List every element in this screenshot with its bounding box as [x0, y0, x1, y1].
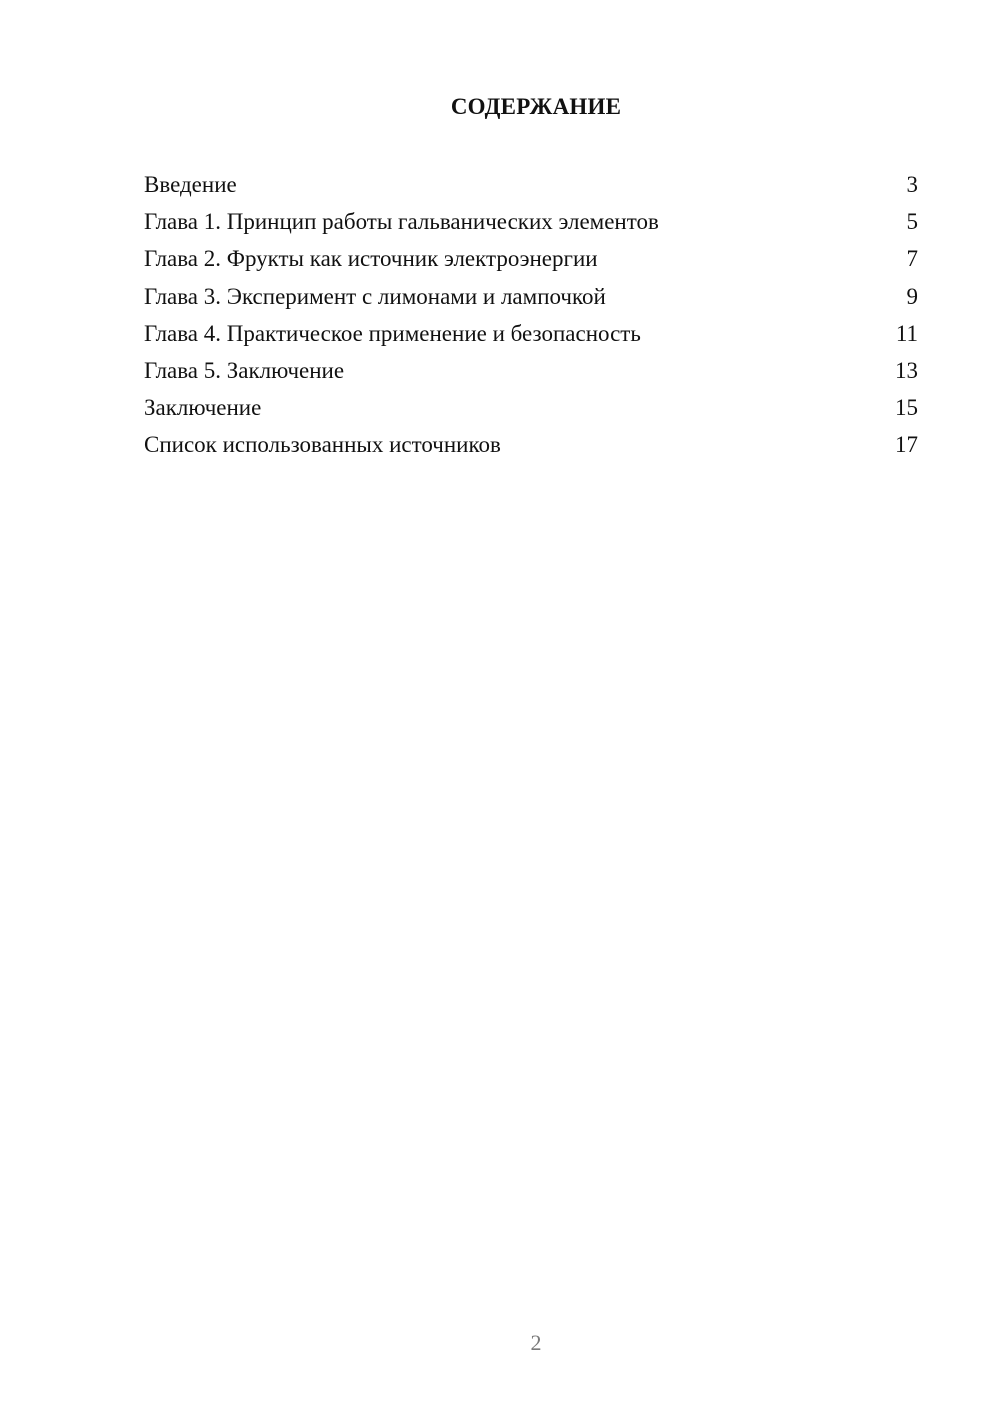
toc-entry-page: 15	[895, 395, 918, 421]
toc-entry-page: 17	[895, 432, 918, 458]
page-number: 2	[530, 1330, 542, 1355]
toc-entry-chapter-5	[144, 352, 918, 389]
table-of-contents	[144, 166, 918, 464]
toc-entry-chapter-1	[144, 203, 918, 240]
toc-entry-chapter-2	[144, 240, 918, 277]
toc-entry-label: Глава 5. Заключение	[144, 357, 345, 383]
toc-entry-chapter-4	[144, 315, 918, 352]
toc-entry-introduction	[144, 166, 918, 203]
toc-entry-page: 5	[906, 209, 918, 235]
toc-entry-label: Заключение	[144, 395, 262, 421]
page-title: СОДЕРЖАНИЕ	[450, 94, 622, 119]
toc-entry-page: 11	[895, 320, 918, 346]
toc-entry-page: 9	[906, 283, 918, 309]
toc-entry-label: Введение	[144, 172, 237, 197]
toc-entry-label: Глава 2. Фрукты как источник электроэнергии	[144, 246, 598, 272]
toc-entry-label: Глава 3. Эксперимент с лимонами и лампочкой	[144, 283, 606, 309]
toc-entry-label: Глава 4. Практическое применение и безопасность	[144, 320, 641, 346]
toc-entry-page: 7	[906, 246, 918, 272]
toc-entry-label: Глава 1. Принцип работы гальванических элементов	[144, 209, 659, 235]
toc-entry-references	[144, 426, 918, 463]
toc-entry-label: Список использованных источников	[144, 432, 501, 458]
toc-entry-page: 3	[906, 172, 918, 197]
toc-entry-chapter-3	[144, 278, 918, 315]
toc-entry-conclusion	[144, 389, 918, 426]
toc-entry-page: 13	[895, 357, 918, 383]
